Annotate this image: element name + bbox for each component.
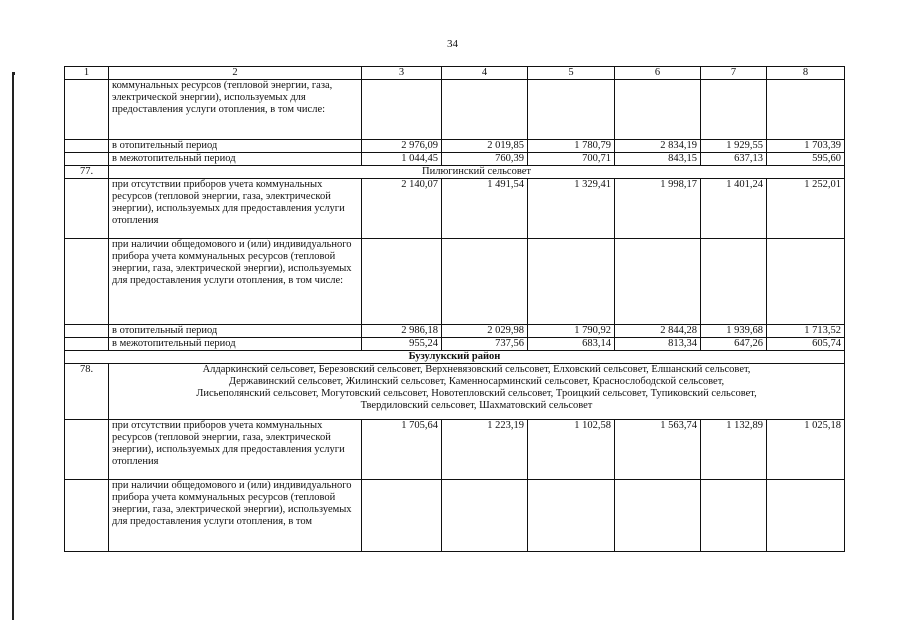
value-cell: 1 252,01 <box>767 179 845 239</box>
row-number-cell <box>65 325 109 338</box>
row-description: при наличии общедомового и (или) индивидуального прибора учета коммунальных ресурсов (тепловой энергии, газа, электрической энергии), используемых для предоставления услуги отопления, в том <box>109 480 362 552</box>
value-cell <box>362 480 442 552</box>
column-number: 5 <box>528 67 615 80</box>
value-cell: 1 703,39 <box>767 140 845 153</box>
row-number-cell <box>65 239 109 325</box>
settlement-list <box>109 364 845 420</box>
column-number-row <box>65 67 845 80</box>
value-cell: 1 790,92 <box>528 325 615 338</box>
table-row <box>65 153 845 166</box>
table-row <box>65 338 845 351</box>
row-number-cell <box>65 420 109 480</box>
value-cell <box>767 80 845 140</box>
row-description: при отсутствии приборов учета коммунальных ресурсов (тепловой энергии, газа, электрической энергии), используемых для предоставления услуги отопления <box>109 420 362 480</box>
value-cell: 1 223,19 <box>442 420 528 480</box>
column-number: 8 <box>767 67 845 80</box>
value-cell: 1 102,58 <box>528 420 615 480</box>
value-cell <box>442 480 528 552</box>
value-cell: 1 998,17 <box>615 179 701 239</box>
margin-line <box>12 75 14 620</box>
row-description: в межотопительный период <box>109 153 362 166</box>
value-cell: 1 929,55 <box>701 140 767 153</box>
value-cell: 1 563,74 <box>615 420 701 480</box>
row-number-cell <box>65 140 109 153</box>
value-cell: 1 713,52 <box>767 325 845 338</box>
value-cell: 2 976,09 <box>362 140 442 153</box>
value-cell: 605,74 <box>767 338 845 351</box>
row-number-cell: 78. <box>65 364 109 420</box>
row-description: в отопительный период <box>109 325 362 338</box>
value-cell: 1 025,18 <box>767 420 845 480</box>
column-number: 6 <box>615 67 701 80</box>
value-cell: 737,56 <box>442 338 528 351</box>
table-row <box>65 325 845 338</box>
value-cell <box>615 80 701 140</box>
value-cell: 2 019,85 <box>442 140 528 153</box>
value-cell: 1 044,45 <box>362 153 442 166</box>
value-cell: 843,15 <box>615 153 701 166</box>
column-number: 2 <box>109 67 362 80</box>
value-cell: 1 705,64 <box>362 420 442 480</box>
row-number-cell <box>65 80 109 140</box>
row-description: в межотопительный период <box>109 338 362 351</box>
value-cell: 595,60 <box>767 153 845 166</box>
value-cell <box>701 80 767 140</box>
column-number: 3 <box>362 67 442 80</box>
district-title: Бузулукский район <box>65 351 845 364</box>
settlement-list-line: Алдаркинский сельсовет, Березовский сельсовет, Верхневязовский сельсовет, Елховский сельсовет, Елшанский сельсовет, <box>202 364 751 375</box>
column-number: 7 <box>701 67 767 80</box>
table-row <box>65 420 845 480</box>
value-cell <box>615 239 701 325</box>
value-cell: 760,39 <box>442 153 528 166</box>
settlement-list-line: Державинский сельсовет, Жилинский сельсовет, Каменносарминский сельсовет, Краснослободской сельсовет, <box>228 376 725 387</box>
settlement-heading-row <box>65 166 845 179</box>
row-description: при наличии общедомового и (или) индивидуального прибора учета коммунальных ресурсов (тепловой энергии, газа, электрической энергии), используемых для предоставления услуги отопления, в том числе: <box>109 239 362 325</box>
value-cell <box>528 239 615 325</box>
value-cell: 2 029,98 <box>442 325 528 338</box>
row-number-cell <box>65 480 109 552</box>
district-heading-row <box>65 351 845 364</box>
value-cell: 647,26 <box>701 338 767 351</box>
column-number: 1 <box>65 67 109 80</box>
value-cell <box>767 480 845 552</box>
value-cell <box>701 239 767 325</box>
settlement-list-line: Твердиловский сельсовет, Шахматовский сельсовет <box>360 400 593 411</box>
value-cell <box>442 80 528 140</box>
settlement-title: Пилюгинский сельсовет <box>109 166 845 179</box>
value-cell: 2 986,18 <box>362 325 442 338</box>
settlement-heading-row <box>65 364 845 420</box>
value-cell <box>528 80 615 140</box>
value-cell: 637,13 <box>701 153 767 166</box>
value-cell: 1 329,41 <box>528 179 615 239</box>
value-cell <box>362 239 442 325</box>
value-cell <box>362 80 442 140</box>
value-cell <box>701 480 767 552</box>
value-cell: 1 491,54 <box>442 179 528 239</box>
value-cell: 955,24 <box>362 338 442 351</box>
tariff-table <box>64 66 845 552</box>
settlement-list-line: Лисьеполянский сельсовет, Могутовский сельсовет, Новотепловский сельсовет, Троицкий сельсовет, Тупиковский сельсовет, <box>196 388 757 399</box>
table-row <box>65 480 845 552</box>
value-cell <box>767 239 845 325</box>
row-number-cell <box>65 153 109 166</box>
table-row <box>65 239 845 325</box>
row-number-cell <box>65 338 109 351</box>
value-cell: 1 780,79 <box>528 140 615 153</box>
row-number-cell <box>65 179 109 239</box>
value-cell: 683,14 <box>528 338 615 351</box>
table-row <box>65 80 845 140</box>
row-number-cell: 77. <box>65 166 109 179</box>
value-cell <box>528 480 615 552</box>
value-cell: 1 939,68 <box>701 325 767 338</box>
value-cell <box>615 480 701 552</box>
value-cell: 1 401,24 <box>701 179 767 239</box>
value-cell: 1 132,89 <box>701 420 767 480</box>
value-cell: 2 844,28 <box>615 325 701 338</box>
value-cell: 2 140,07 <box>362 179 442 239</box>
value-cell: 813,34 <box>615 338 701 351</box>
value-cell: 700,71 <box>528 153 615 166</box>
page-number: 34 <box>447 38 458 50</box>
row-description: в отопительный период <box>109 140 362 153</box>
value-cell: 2 834,19 <box>615 140 701 153</box>
table-row <box>65 140 845 153</box>
column-number: 4 <box>442 67 528 80</box>
row-description: при отсутствии приборов учета коммунальных ресурсов (тепловой энергии, газа, электрической энергии), используемых для предоставления услуги отопления <box>109 179 362 239</box>
table-row <box>65 179 845 239</box>
row-description: коммунальных ресурсов (тепловой энергии, газа, электрической энергии), используемых для предоставления услуги отопления, в том числе: <box>109 80 362 140</box>
value-cell <box>442 239 528 325</box>
